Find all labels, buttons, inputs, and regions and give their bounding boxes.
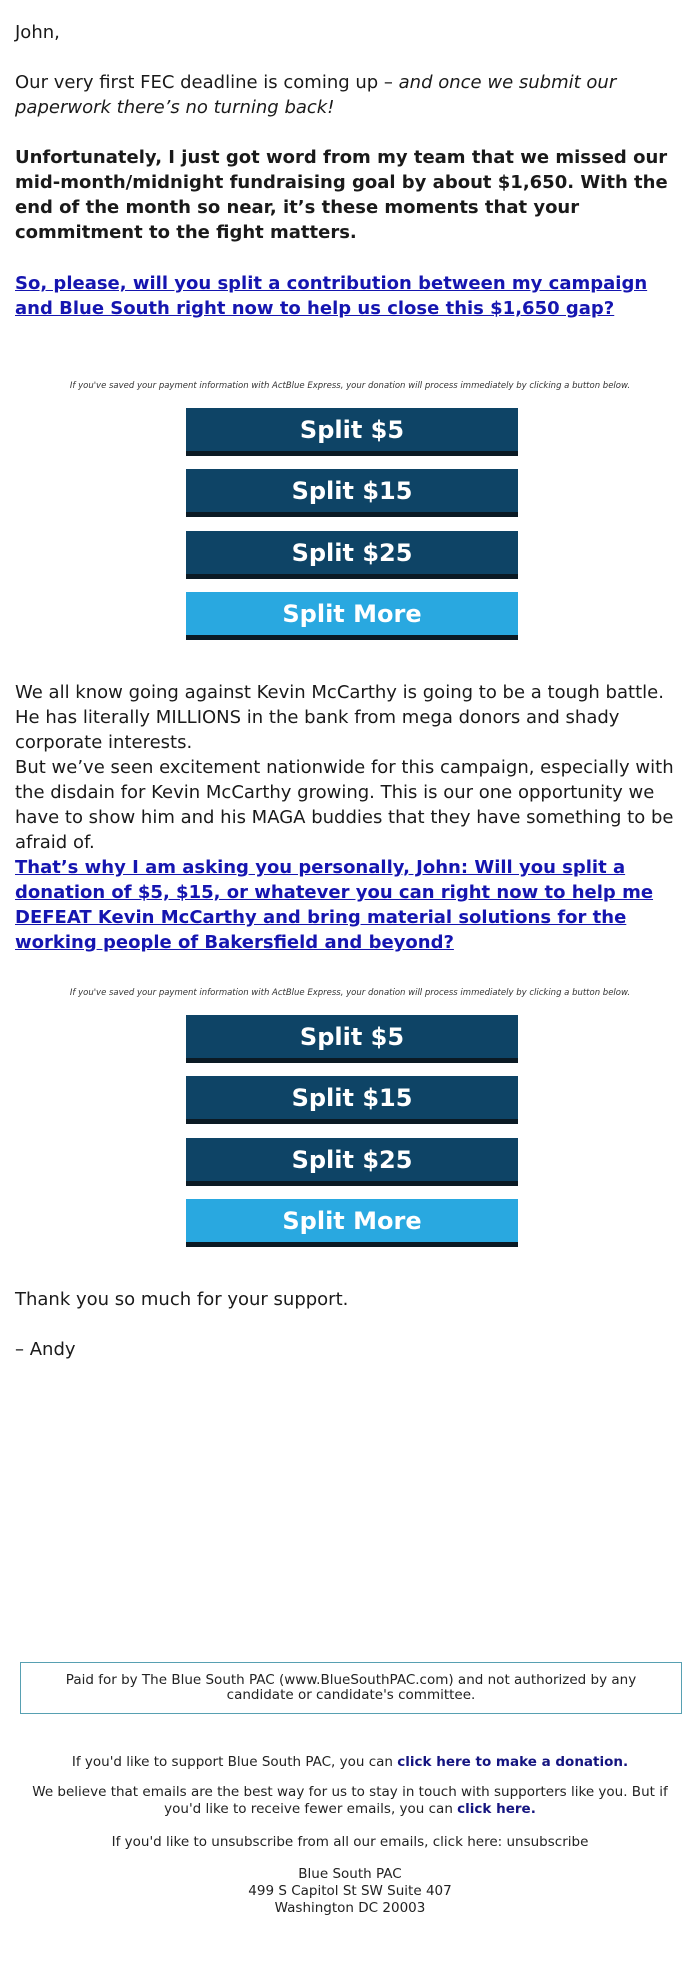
paid-for-disclaimer xyxy=(20,1662,682,1714)
split-25-button-2[interactable]: Split $25 xyxy=(186,1138,518,1186)
intro-paragraph xyxy=(15,70,685,120)
split-25-button[interactable]: Split $25 xyxy=(186,531,518,579)
split-more-button-2[interactable]: Split More xyxy=(186,1199,518,1247)
support-text: If you'd like to support Blue South PAC, you can xyxy=(71,1754,398,1770)
missed-goal-paragraph: Unfortunately, I just got word from my team that we missed our mid-month/midnight fundraising goal by about $1,650. With the end of the month so near, it’s these moments that your commitment to the fight matters. xyxy=(15,147,668,243)
unsubscribe-line[interactable]: If you'd like to unsubscribe from all our emails, click here: unsubscribe xyxy=(111,1834,589,1850)
actblue-express-notice-2: If you've saved your payment information with ActBlue Express, your donation will process immediately by clicking a button below. xyxy=(69,988,631,998)
excitement-paragraph: But we’ve seen excitement nationwide for this campaign, especially with the disdain for Kevin McCarthy growing. This is our one opportunity we have to show him and his MAGA buddies that they have something to be afraid of. xyxy=(15,757,674,853)
address-org: Blue South PAC xyxy=(298,1866,402,1882)
address-street: 499 S Capitol St SW Suite 407 xyxy=(248,1883,452,1899)
support-line xyxy=(15,1754,685,1771)
intro-text: Our very first FEC deadline is coming up – xyxy=(15,72,399,93)
address-city: Washington DC 20003 xyxy=(274,1900,426,1916)
intro-italic-text: and once we submit our paperwork there’s no turning back! xyxy=(15,72,617,118)
donation-link[interactable]: click here to make a donation. xyxy=(397,1754,629,1770)
split-5-button-2[interactable]: Split $5 xyxy=(186,1015,518,1063)
disclaimer-text: Paid for by The Blue South PAC (www.BlueSouthPAC.com) and not authorized by any candidate or candidate's committee. xyxy=(65,1672,637,1703)
ask-paragraph-2 xyxy=(15,855,685,955)
fewer-emails-line xyxy=(15,1784,685,1818)
split-15-button-2[interactable]: Split $15 xyxy=(186,1076,518,1124)
split-5-button[interactable]: Split $5 xyxy=(186,408,518,456)
mccarthy-paragraph: We all know going against Kevin McCarthy is going to be a tough battle. He has literally MILLIONS in the bank from mega donors and shady corporate interests. xyxy=(15,682,664,753)
split-15-button[interactable]: Split $15 xyxy=(186,469,518,517)
address-block xyxy=(15,1866,685,1917)
fewer-emails-link[interactable]: click here. xyxy=(457,1801,536,1817)
defeat-mccarthy-link[interactable]: That’s why I am asking you personally, John: Will you split a donation of $5, $15, or whatever you can right now to help me DEFEAT Kevin McCarthy and bring material solutions for the working people of Bakersfield and beyond? xyxy=(15,857,654,953)
split-contribution-link[interactable]: So, please, will you split a contribution between my campaign and Blue South right now to help us close this $1,650 gap? xyxy=(15,273,648,319)
fewer-emails-text: We believe that emails are the best way for us to stay in touch with supporters like you. But if you'd like to receive fewer emails, you can xyxy=(32,1784,668,1817)
greeting: John, xyxy=(15,22,60,43)
split-more-button[interactable]: Split More xyxy=(186,592,518,640)
ask-paragraph-1 xyxy=(15,271,685,321)
actblue-express-notice: If you've saved your payment information with ActBlue Express, your donation will process immediately by clicking a button below. xyxy=(69,381,631,391)
thanks-text: Thank you so much for your support. xyxy=(15,1289,349,1310)
signoff: – Andy xyxy=(15,1339,76,1360)
